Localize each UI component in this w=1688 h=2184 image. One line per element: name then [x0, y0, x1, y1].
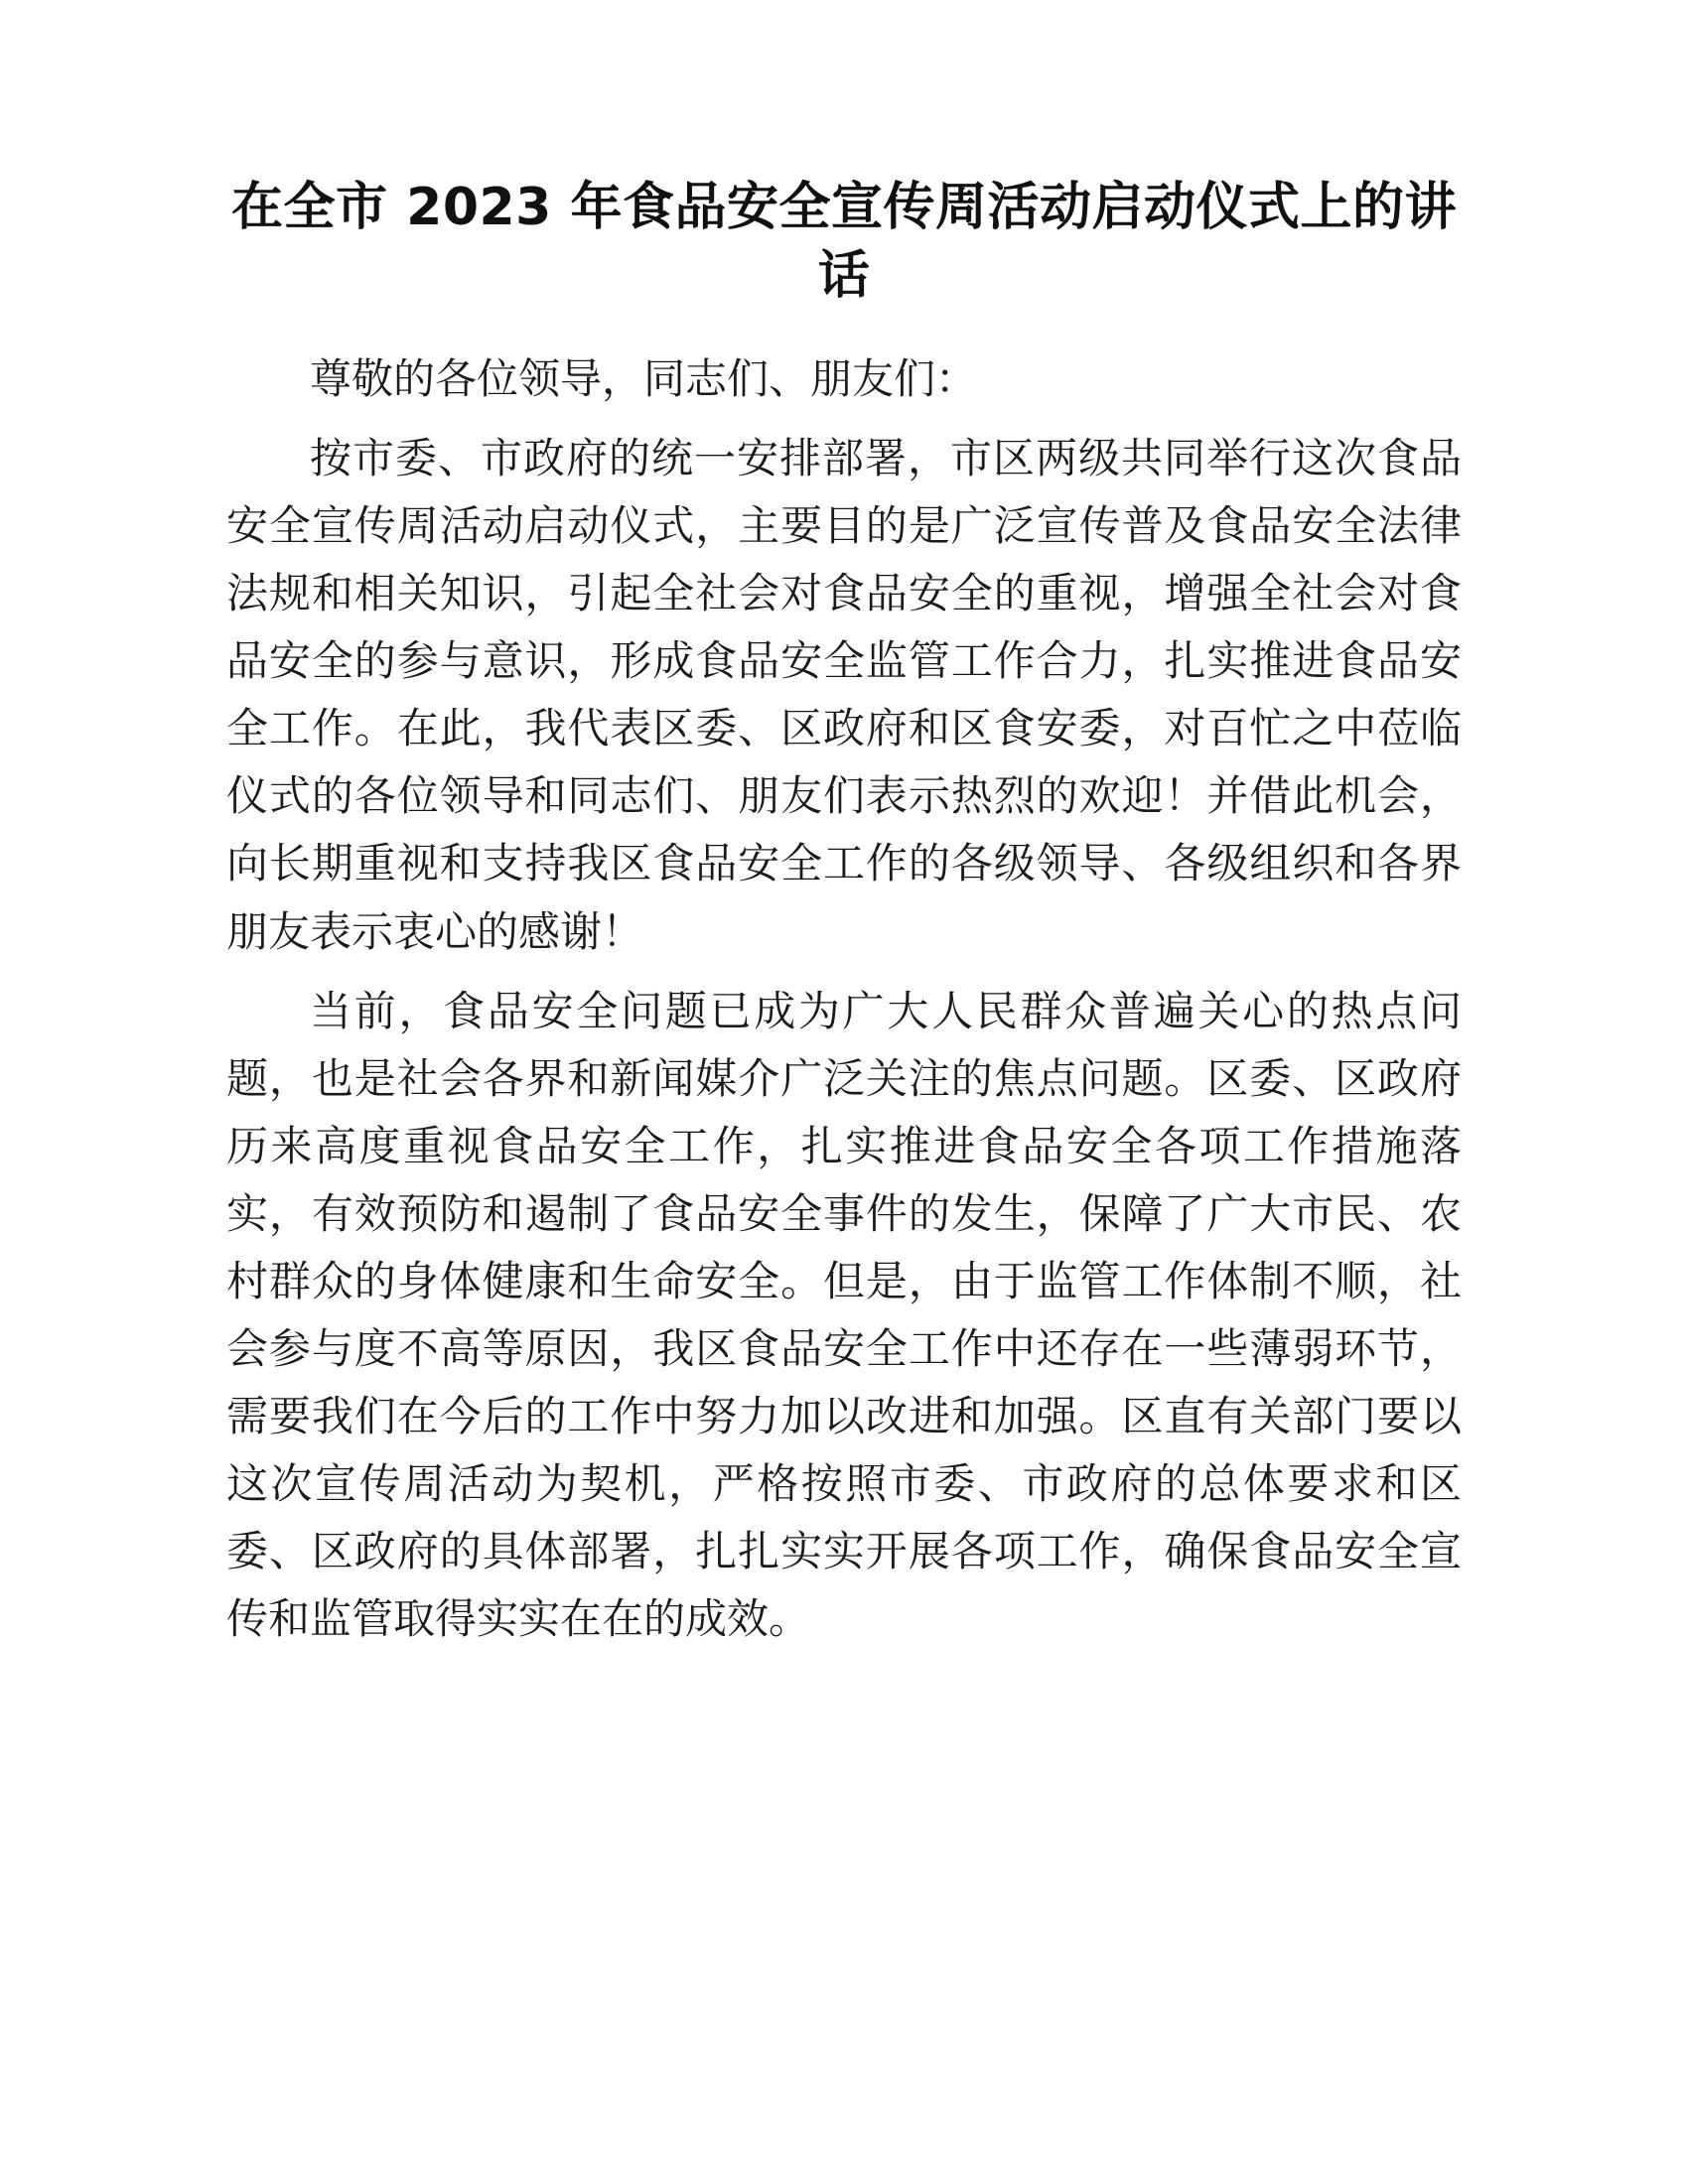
- page-title: 在全市 2023 年食品安全宣传周活动启动仪式上的讲话: [231, 178, 1457, 306]
- paragraph-body-1: 按市委、市政府的统一安排部署，市区两级共同举行这次食品安全宣传周活动启动仪式，主要目的是广泛宣传普及食品安全法律法规和相关知识，引起全社会对食品安全的重视，增强全社会对食品安全的参与意识，形成食品安全监管工作合力，扎实推进食品安全工作。在此，我代表区委、区政府和区食安委，对百忙之中莅临仪式的各位领导和同志们、朋友们表示热烈的欢迎！并借此机会，向长期重视和支持我区食品安全工作的各级领导、各级组织和各界朋友表示衷心的感谢！: [226, 434, 1462, 956]
- paragraph-body-2: 当前，食品安全问题已成为广大人民群众普遍关心的热点问题，也是社会各界和新闻媒介广泛关注的焦点问题。区委、区政府历来高度重视食品安全工作，扎实推进食品安全各项工作措施落实，有效预防和遏制了食品安全事件的发生，保障了广大市民、农村群众的身体健康和生命安全。但是，由于监管工作体制不顺，社会参与度不高等原因，我区食品安全工作中还存在一些薄弱环节，需要我们在今后的工作中努力加以改进和加强。区直有关部门要以这次宣传周活动为契机，严格按照市委、市政府的总体要求和区委、区政府的具体部署，扎扎实实开展各项工作，确保食品安全宣传和监管取得实实在在的成效。: [226, 986, 1462, 1643]
- paragraph-salutation: 尊敬的各位领导，同志们、朋友们：: [310, 354, 978, 404]
